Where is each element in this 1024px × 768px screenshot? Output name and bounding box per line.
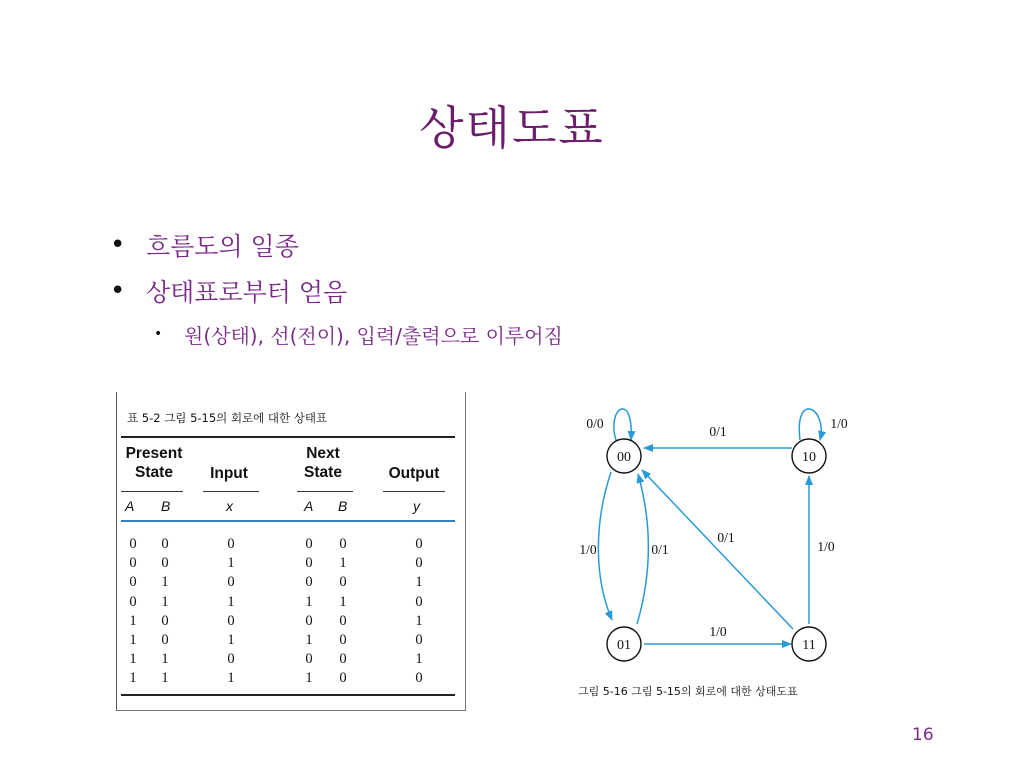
table-cell: 1 — [305, 593, 313, 610]
table-cell: 0 — [305, 574, 313, 591]
edge-label-self-10: 1/0 — [830, 416, 848, 431]
table-cell: 0 — [415, 631, 423, 648]
table-cell: 0 — [415, 536, 423, 552]
state-table — [116, 392, 466, 711]
header-state-label: State — [135, 464, 173, 481]
table-top-rule — [121, 436, 455, 438]
table-cell: 1 — [227, 670, 235, 687]
table-body — [117, 536, 465, 690]
table-row — [117, 574, 465, 593]
table-row — [117, 594, 465, 613]
table-bottom-rule — [121, 694, 455, 696]
bullet-item — [110, 222, 563, 268]
table-cell: 0 — [339, 631, 347, 648]
table-cell: 1 — [161, 593, 169, 610]
subheader-b: B — [161, 498, 171, 514]
table-cell: 0 — [161, 612, 169, 629]
table-cell: 0 — [227, 651, 235, 668]
edge-00-01 — [598, 472, 612, 620]
table-cell: 0 — [339, 536, 347, 552]
sub-bullet-dot-icon: • — [154, 326, 163, 342]
edge-label-01-11: 1/0 — [709, 624, 727, 639]
edge-label-00-01: 1/0 — [579, 542, 597, 557]
edge-label-11-00: 0/1 — [717, 530, 735, 545]
header-output: Output — [388, 465, 440, 482]
bullet-text: 흐름도의 일종 — [146, 232, 299, 261]
table-cell: 0 — [305, 651, 313, 668]
edge-01-00 — [637, 474, 648, 624]
edge-label-self-00: 0/0 — [586, 416, 604, 431]
page-number: 16 — [912, 725, 934, 745]
bullet-dot-icon: • — [110, 230, 126, 260]
header-input: Input — [210, 465, 248, 482]
subheader-y: y — [413, 498, 420, 514]
table-cell: 0 — [129, 555, 137, 572]
subheader-a: A — [125, 498, 135, 514]
table-cell: 1 — [339, 555, 347, 572]
header-present-label: Present — [125, 445, 183, 462]
table-cell: 0 — [339, 651, 347, 668]
table-cell: 1 — [161, 670, 169, 687]
table-cell: 1 — [415, 612, 423, 629]
edge-label-01-00: 0/1 — [651, 542, 669, 557]
table-row — [117, 632, 465, 651]
table-cell: 0 — [161, 555, 169, 572]
header-state-label: State — [304, 464, 342, 481]
table-cell: 1 — [227, 593, 235, 610]
table-cell: 0 — [129, 593, 137, 610]
table-cell: 0 — [129, 574, 137, 591]
header-next-state — [293, 444, 353, 482]
table-cell: 0 — [227, 612, 235, 629]
table-cell: 1 — [227, 555, 235, 572]
state-label-00: 00 — [617, 450, 631, 465]
table-cell: 1 — [227, 631, 235, 648]
self-loop-10 — [799, 409, 821, 440]
sub-bullet-item — [110, 314, 563, 354]
table-row — [117, 555, 465, 574]
slide-title: 상태도표 — [419, 101, 605, 155]
subheader-x: x — [226, 498, 233, 514]
table-cell: 0 — [129, 536, 137, 552]
table-cell: 1 — [129, 631, 137, 648]
table-cell: 0 — [339, 612, 347, 629]
table-cell: 1 — [305, 631, 313, 648]
table-cell: 0 — [415, 593, 423, 610]
state-label-10: 10 — [802, 450, 816, 465]
header-next-label: Next — [306, 445, 340, 462]
subheader-b: B — [338, 498, 348, 514]
table-cell: 1 — [161, 651, 169, 668]
table-cell: 1 — [415, 651, 423, 668]
edge-label-11-10: 1/0 — [817, 539, 835, 554]
table-cell: 1 — [415, 574, 423, 591]
header-underline — [297, 491, 353, 492]
table-cell: 0 — [339, 574, 347, 591]
table-cell: 1 — [339, 593, 347, 610]
diagram-caption: 그림 5-16 그림 5-15의 회로에 대한 상태도표 — [578, 685, 798, 698]
table-cell: 0 — [305, 612, 313, 629]
table-row — [117, 536, 465, 555]
bullet-item — [110, 268, 563, 314]
table-cell: 1 — [161, 574, 169, 591]
table-cell: 1 — [305, 670, 313, 687]
header-underline — [383, 491, 445, 492]
state-label-11: 11 — [802, 638, 816, 653]
table-cell: 0 — [227, 574, 235, 591]
table-cell: 0 — [415, 670, 423, 687]
header-underline — [203, 491, 259, 492]
subheader-a: A — [304, 498, 314, 514]
table-cell: 1 — [129, 670, 137, 687]
table-row — [117, 613, 465, 632]
table-row — [117, 651, 465, 670]
header-present-state — [119, 444, 189, 482]
table-cell: 0 — [161, 536, 169, 552]
table-cell: 0 — [415, 555, 423, 572]
state-diagram — [536, 398, 892, 686]
bullet-dot-icon: • — [110, 276, 126, 306]
table-cell: 0 — [305, 536, 313, 552]
self-loop-00 — [614, 409, 631, 440]
table-cell: 1 — [129, 651, 137, 668]
bullet-list — [110, 222, 563, 354]
bullet-text: 상태표로부터 얻음 — [146, 278, 348, 307]
table-cell: 1 — [129, 612, 137, 629]
table-cell: 0 — [305, 555, 313, 572]
table-caption: 표 5-2 그림 5-15의 회로에 대한 상태표 — [127, 411, 328, 425]
header-underline — [121, 491, 183, 492]
table-cell: 0 — [339, 670, 347, 687]
table-cell: 0 — [161, 631, 169, 648]
edge-label-10-00: 0/1 — [709, 424, 727, 439]
table-header-rule — [121, 520, 455, 522]
state-label-01: 01 — [617, 638, 631, 653]
table-row — [117, 670, 465, 689]
table-cell: 0 — [227, 536, 235, 552]
sub-bullet-text: 원(상태), 선(전이), 입력/출력으로 이루어짐 — [184, 323, 563, 348]
state-diagram-svg — [536, 398, 892, 686]
